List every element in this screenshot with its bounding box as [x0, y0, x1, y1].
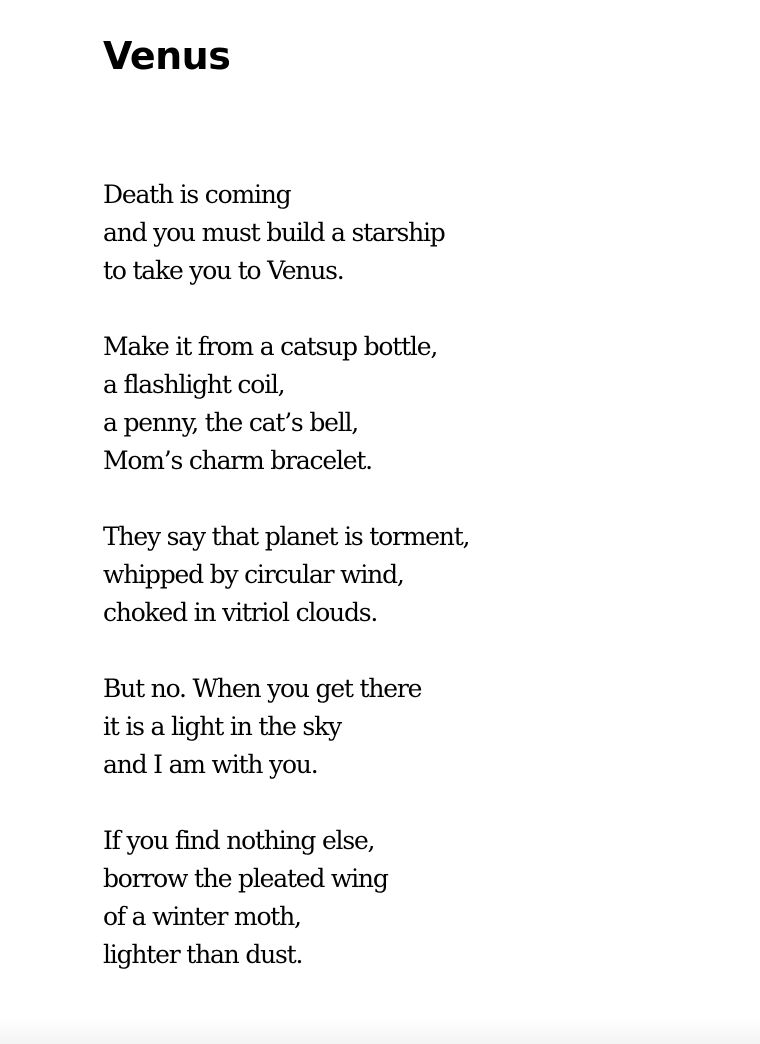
poem-line: If you find nothing else, — [103, 826, 375, 855]
poem-line: it is a light in the sky — [103, 712, 341, 741]
bottom-shadow — [0, 1018, 760, 1044]
poem-line: Mom’s charm bracelet. — [103, 446, 372, 475]
stanza-2 — [103, 328, 703, 480]
poem-line: Death is coming — [103, 180, 291, 209]
poem-line: But no. When you get there — [103, 674, 422, 703]
poem-line: a penny, the cat’s bell, — [103, 408, 359, 437]
poem-line: Make it from a catsup bottle, — [103, 332, 438, 361]
poem-line: a flashlight coil, — [103, 370, 285, 399]
poem-line: choked in vitriol clouds. — [103, 598, 378, 627]
poem-line: whipped by circular wind, — [103, 560, 404, 589]
poem-title: Venus — [103, 34, 231, 78]
poem-line: and you must build a starship — [103, 218, 445, 247]
poem-line: borrow the pleated wing — [103, 864, 388, 893]
stanza-1 — [103, 176, 703, 290]
stanza-4 — [103, 670, 703, 784]
poem-body — [103, 176, 703, 974]
poem-line: lighter than dust. — [103, 940, 303, 969]
poem-line: of a winter moth, — [103, 902, 301, 931]
poem-line: and I am with you. — [103, 750, 318, 779]
stanza-5 — [103, 822, 703, 974]
stanza-3 — [103, 518, 703, 632]
poem-line: to take you to Venus. — [103, 256, 344, 285]
poem-line: They say that planet is torment, — [103, 522, 470, 551]
